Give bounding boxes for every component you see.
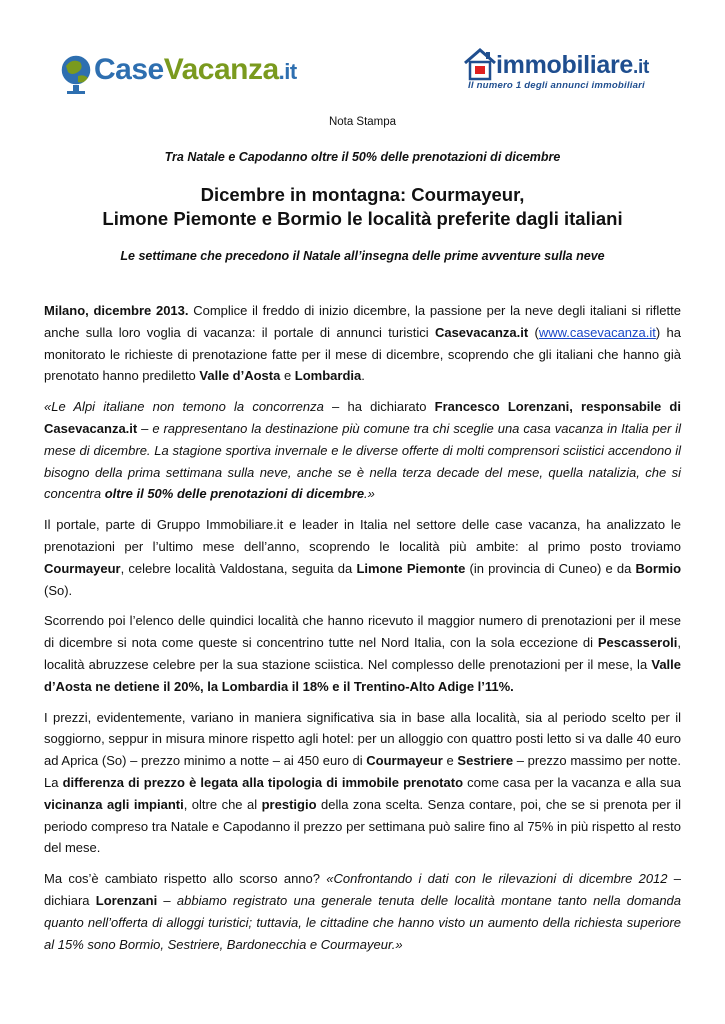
text-bold: Valle d’Aosta bbox=[199, 368, 281, 384]
headline-line-1: Dicembre in montagna: Courmayeur, bbox=[200, 184, 525, 205]
text-span: ) ha monitorato le richieste di prenotazione fatte per il mese di dicembre, scoprendo che gli italiani che hanno già prenotato hanno prediletto bbox=[44, 324, 681, 384]
text-italic: – e rappresentano la destinazione più comune tra chi sceglie una casa vacanza in Italia per il mese di dicembre. La stagione sportiva invernale e le diverse offerte di molti comprensori sciistici accendono il bisogno della prima settimana sulla neve, anche se è nella terza decade del mese, quella natalizia, che si concentra bbox=[44, 420, 681, 502]
text-span: . bbox=[361, 368, 365, 384]
kicker: Tra Natale e Capodanno oltre il 50% delle prenotazioni di dicembre bbox=[164, 150, 561, 164]
text-italic: «Le Alpi italiane non temono la concorrenza bbox=[44, 399, 324, 415]
immobiliare-logo[interactable] bbox=[460, 44, 670, 96]
text-bold: Pescasseroli bbox=[597, 635, 678, 651]
text-bold: Lombardia bbox=[294, 368, 362, 384]
text-span: e bbox=[442, 753, 458, 769]
text-span: e bbox=[280, 368, 295, 384]
article-body bbox=[44, 300, 681, 964]
text-bold: Courmayeur bbox=[44, 560, 121, 576]
text-span: (So). bbox=[44, 582, 73, 598]
text-span: Complice il freddo di inizio dicembre, la passione per la neve degli italiani si riflette anche sulla loro voglia di vacanza: il portale di annunci turistici bbox=[44, 303, 681, 340]
paragraph-2 bbox=[44, 396, 681, 505]
text-bold: differenza di prezzo è legata alla tipologia di immobile prenotato bbox=[62, 774, 464, 790]
house-icon bbox=[462, 46, 498, 82]
subheadline: Le settimane che precedono il Natale all’insegna delle prime avventure sulla neve bbox=[120, 249, 605, 263]
dateline: Milano, dicembre 2013. bbox=[44, 303, 189, 318]
text-bold: Lorenzani bbox=[95, 892, 158, 908]
logo-text-vacanza: Vacanza bbox=[163, 53, 279, 86]
text-span: Il portale, parte di Gruppo Immobiliare.it e leader in Italia nel settore delle case vacanza, ha analizzato le prenotazioni per l’ultimo mese dell’anno, scoprendo le località più ambite: al primo posto troviamo bbox=[44, 517, 681, 554]
text-bold: Bormio bbox=[635, 560, 682, 576]
text-span: (in provincia di Cuneo) e da bbox=[465, 560, 636, 576]
text-bold: Courmayeur bbox=[366, 753, 443, 769]
paragraph-6 bbox=[44, 868, 681, 955]
paragraph-5 bbox=[44, 707, 681, 860]
text-italic: – abbiamo registrato una generale tenuta delle località montane tanto nella domanda quanto nell’offerta di alloggi turistici; tuttavia, le cittadine che hanno visto un aumento della richiesta superiore al 15% sono Bormio, Sestriere, Bardonecchia e Courmayeur.» bbox=[44, 892, 682, 952]
text-span: della zona scelta. Senza contare, poi, che se si prenota per il periodo compreso tra Natale e Capodanno il prezzo per settimana può salire fino al 75% in più rispetto al resto del mese. bbox=[44, 796, 681, 856]
casevacanza-logo[interactable] bbox=[58, 46, 298, 98]
logo-tagline: Il numero 1 degli annunci immobiliari bbox=[468, 80, 645, 91]
text-bold: Sestriere bbox=[457, 753, 514, 769]
text-span: , località abruzzese celebre per la sua stazione sciistica. Nel complesso delle prenotazioni per il mese, la bbox=[44, 635, 681, 672]
document-label: Nota Stampa bbox=[328, 116, 397, 128]
text-bold: Casevacanza.it bbox=[434, 324, 529, 340]
text-span: – ha dichiarato bbox=[323, 399, 435, 415]
text-bold: Valle d’Aosta ne detiene il 20%, la Lombardia il 18% e il Trentino-Alto Adige l’11%. bbox=[44, 656, 681, 694]
text-bold: prestigio bbox=[261, 796, 317, 812]
text-bold: Limone Piemonte bbox=[356, 560, 466, 576]
text-span: come casa per la vacanza e alla sua bbox=[463, 774, 681, 790]
text-span: , oltre che al bbox=[183, 796, 262, 812]
headline bbox=[40, 183, 685, 231]
paragraph-3 bbox=[44, 514, 681, 601]
paragraph-4 bbox=[44, 610, 681, 697]
text-bold-italic: oltre il 50% delle prenotazioni di dicembre bbox=[104, 486, 365, 502]
logo-text-it: .it bbox=[633, 57, 650, 78]
text-italic: .» bbox=[364, 486, 375, 502]
text-span: Ma cos’è cambiato rispetto allo scorso anno? bbox=[44, 871, 327, 887]
text-italic: «Confrontando i dati con le rilevazioni di dicembre 2012 bbox=[326, 871, 668, 887]
text-bold: Francesco Lorenzani, responsabile di Casevacanza.it bbox=[44, 399, 681, 436]
text-span: ( bbox=[528, 324, 539, 340]
logo-text-it: .it bbox=[278, 59, 297, 84]
text-span: – dichiara bbox=[44, 871, 682, 908]
text-span: I prezzi, evidentemente, variano in maniera significativa sia in base alla località, sia al periodo scelto per il soggiorno, seppur in misura minore rispetto agli hotel: per un alloggio con quattro posti letto si va dalle 40 euro ad Aprica (So) – prezzo minimo a notte – ai 450 euro di bbox=[44, 709, 681, 769]
text-bold: vicinanza agli impianti bbox=[44, 796, 184, 812]
logo-text-case: Case bbox=[94, 53, 164, 86]
website-link[interactable]: www.casevacanza.it bbox=[538, 324, 656, 340]
headline-line-2: Limone Piemonte e Bormio le località preferite dagli italiani bbox=[102, 208, 623, 229]
logo-text-immobiliare: immobiliare bbox=[496, 51, 634, 79]
text-span: – prezzo massimo per notte. La bbox=[44, 753, 681, 790]
text-span: , celebre località Valdostana, seguita da bbox=[120, 560, 357, 576]
paragraph-1 bbox=[44, 300, 681, 387]
text-span: Scorrendo poi l’elenco delle quindici località che hanno ricevuto il maggior numero di prenotazioni per il mese di dicembre si nota come queste si concentrino tutte nel Nord Italia, con la sola eccezione di bbox=[44, 613, 681, 651]
globe-house-icon bbox=[58, 46, 98, 96]
